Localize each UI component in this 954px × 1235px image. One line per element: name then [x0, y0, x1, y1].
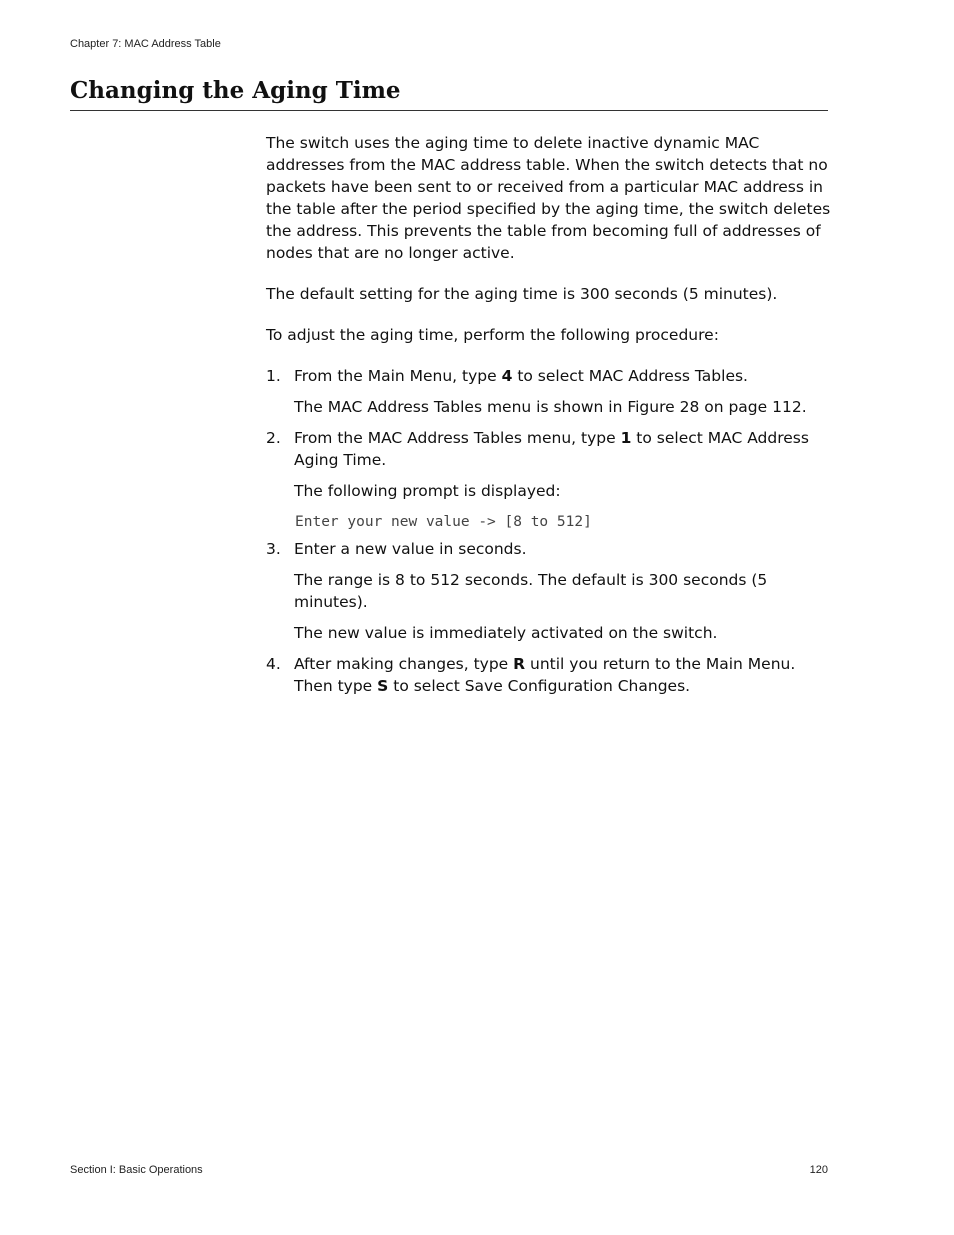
intro-paragraph: The switch uses the aging time to delete inactive dynamic MAC addresses from the MAC address table. When the switch detects that no packets have been sent to or received from a particular MAC address in the table after the period specified by the aging time, the switch deletes the address. This prevents the table from becoming full of addresses of nodes that are no longer active. — [266, 134, 831, 262]
page-number: 120 — [809, 1164, 828, 1176]
step-3-text: Enter a new value in seconds. — [294, 540, 527, 558]
procedure-intro-paragraph: To adjust the aging time, perform the following procedure: — [266, 326, 719, 344]
step-3-note-activation: The new value is immediately activated on the switch. — [294, 624, 718, 642]
footer-section: Section I: Basic Operations — [70, 1164, 203, 1176]
step-2 — [266, 427, 832, 471]
section-title: Changing the Aging Time — [70, 74, 828, 111]
step-4-key-r: R — [513, 655, 526, 673]
running-header: Chapter 7: MAC Address Table — [70, 38, 221, 50]
step-3-note-range: The range is 8 to 512 seconds. The default is 300 seconds (5 minutes). — [294, 571, 768, 611]
default-setting-paragraph: The default setting for the aging time is 300 seconds (5 minutes). — [266, 285, 778, 303]
step-4 — [266, 653, 832, 697]
step-1-note: The MAC Address Tables menu is shown in Figure 28 on page 112. — [294, 398, 807, 416]
step-2-text: From the MAC Address Tables menu, type 1 to select MAC Address Aging Time. — [294, 429, 809, 469]
step-4-text: After making changes, type R until you return to the Main Menu. Then type S to select Save Configuration Changes. — [294, 655, 796, 695]
step-2-number: 2. — [266, 429, 281, 447]
step-3-number: 3. — [266, 540, 281, 558]
prompt-code: Enter your new value -> [8 to 512] — [295, 514, 592, 530]
step-1-key: 4 — [501, 367, 513, 385]
step-4-key-s: S — [377, 677, 389, 695]
step-1 — [266, 365, 832, 387]
step-4-number: 4. — [266, 655, 281, 673]
step-2-key: 1 — [620, 429, 632, 447]
step-3 — [266, 538, 832, 560]
step-1-text: From the Main Menu, type 4 to select MAC Address Tables. — [294, 367, 748, 385]
step-1-number: 1. — [266, 367, 281, 385]
body-column — [266, 132, 832, 706]
step-2-note: The following prompt is displayed: — [294, 482, 561, 500]
